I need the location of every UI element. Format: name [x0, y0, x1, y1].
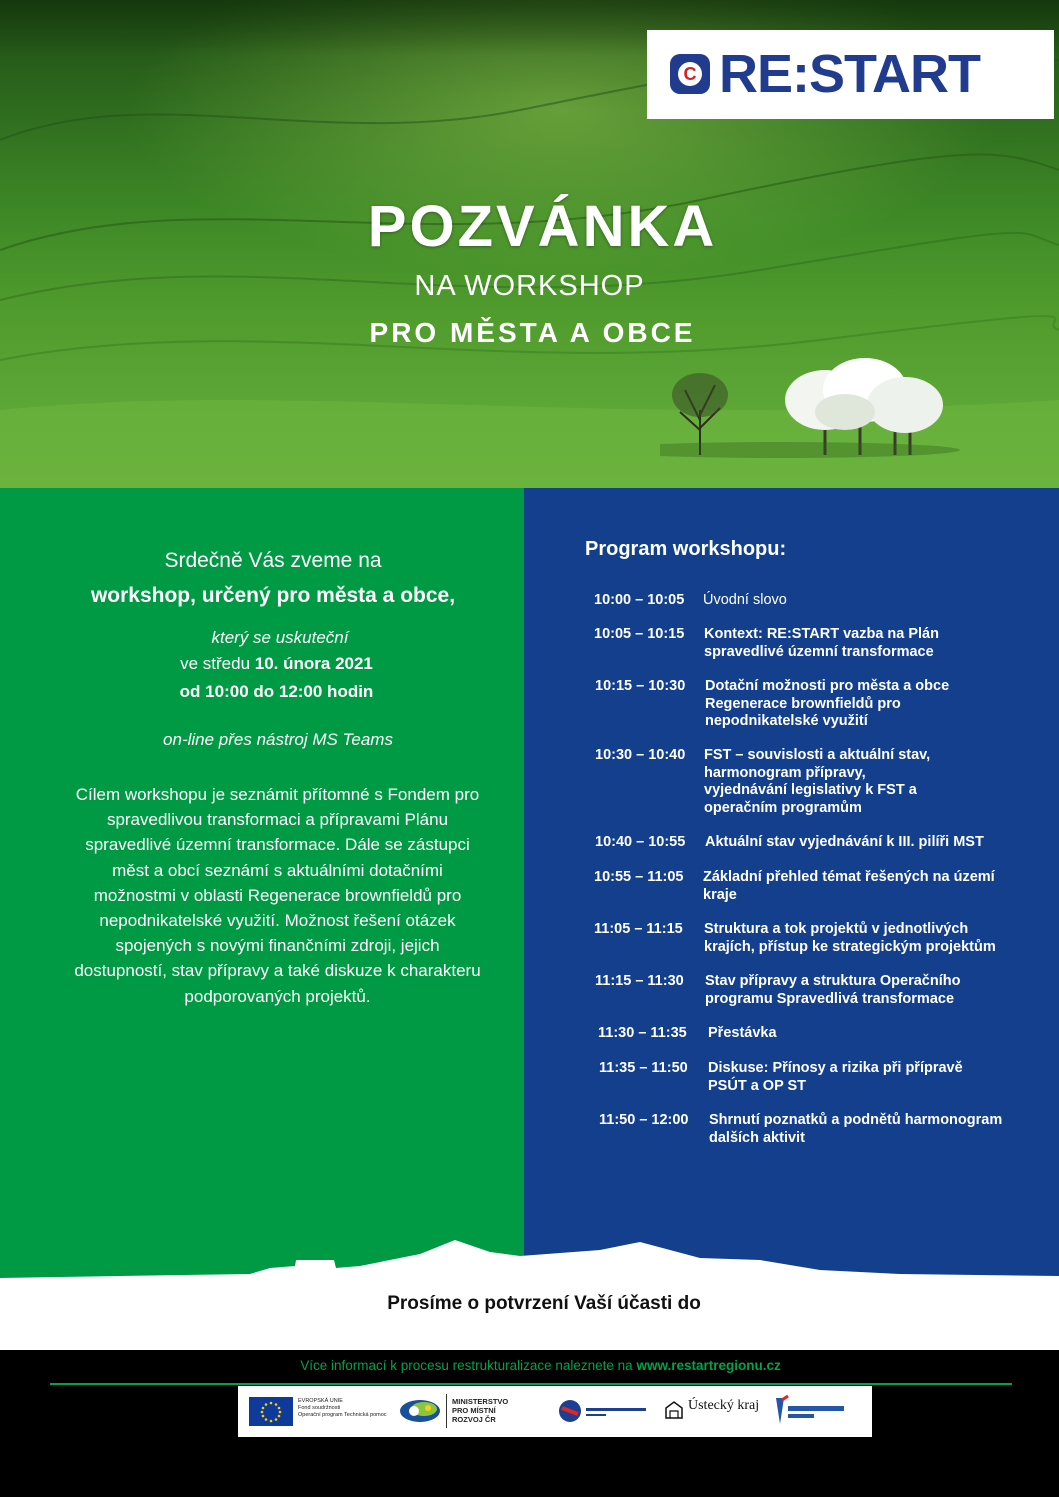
invitation-date-value: 10. února 2021 — [254, 654, 373, 673]
invitation-description: Cílem workshopu je seznámit přítomné s Fondem pro spravedlivou transformaci a přípravami Plánu spravedlivé územní transformace. Dále se zástupci měst a obcí seznámí s aktuálními dotačními možnostmi v oblasti Regenerace brownfieldů pro nepodnikatelské využití. Možnost řešení otázek spojených s novými finančními zdroji, jejich dostupností, stav přípravy a také diskuze k charakteru podporovaných projektů. — [74, 785, 481, 1006]
program-item-time: 10:15 – 10:30 — [595, 678, 686, 694]
moravskoslezsky-kraj-logo-icon — [556, 1396, 652, 1426]
footer — [0, 1350, 1059, 1497]
program-item-time: 11:05 – 11:15 — [594, 921, 683, 937]
partner-logos — [238, 1386, 872, 1437]
more-info-text — [0, 1358, 1059, 1373]
program-item-desc: FST – souvislosti a aktuální stav, harmonogram přípravy, vyjednávání legislativy k FST a operačním programům — [704, 747, 931, 816]
program-item-desc: Přestávka — [708, 1025, 777, 1041]
program-item — [594, 921, 996, 956]
invitation-headline: workshop, určený pro města a obce, — [90, 584, 456, 607]
karlovarsky-kraj-logo-icon — [770, 1394, 850, 1428]
program-item — [599, 1060, 963, 1095]
program-item-desc: Shrnutí poznatků a podnětů harmonogram dalších aktivit — [709, 1112, 1003, 1146]
ministry-logo-icon — [398, 1395, 442, 1425]
program-panel — [524, 488, 1059, 1278]
program-item — [595, 678, 949, 731]
invitation-panel — [0, 488, 524, 1278]
program-item-desc: Úvodní slovo — [703, 592, 787, 608]
program-item — [598, 1025, 777, 1043]
ministry-divider — [446, 1394, 447, 1428]
skyline-silhouette — [0, 1230, 1059, 1290]
ministry-text: MINISTERSTVO PRO MÍSTNÍ ROZVOJ ČR — [452, 1397, 509, 1424]
restart-logo-letter: C — [678, 62, 702, 86]
page-subtitle-target: PRO MĚSTA A OBCE — [369, 317, 696, 348]
restart-logo — [647, 30, 1054, 119]
program-item-time: 10:30 – 10:40 — [595, 747, 686, 763]
program-item-time: 11:50 – 12:00 — [599, 1112, 689, 1128]
program-item-desc: Aktuální stav vyjednávání k III. pilíři MST — [705, 834, 984, 850]
program-item-time: 10:05 – 10:15 — [594, 626, 685, 642]
program-item-time: 11:35 – 11:50 — [599, 1060, 688, 1076]
eu-flag-icon — [249, 1397, 293, 1426]
program-item — [595, 834, 984, 852]
program-item-time: 11:15 – 11:30 — [595, 973, 684, 989]
invitation-date — [0, 654, 553, 674]
invitation-platform: on-line přes nástroj MS Teams — [163, 730, 393, 749]
program-item-desc: Diskuse: Přínosy a rizika při přípravě PSÚT a OP ST — [708, 1060, 963, 1094]
program-item-desc: Dotační možnosti pro města a obce Regenerace brownfieldů pro nepodnikatelské využití — [705, 678, 950, 729]
program-item — [599, 1112, 1002, 1147]
program-title: Program workshopu: — [585, 538, 787, 560]
invitation-greeting: Srdečně Vás zveme na — [164, 549, 382, 572]
hero-banner — [0, 0, 1059, 488]
trees-illustration — [660, 350, 960, 460]
program-item-desc: Stav přípravy a struktura Operačního programu Spravedlivá transformace — [705, 973, 961, 1007]
restart-logo-text: RE:START — [719, 44, 980, 104]
program-item — [594, 626, 939, 661]
program-item-time: 10:00 – 10:05 — [594, 592, 685, 608]
program-item-time: 10:55 – 11:05 — [594, 869, 684, 885]
website-link[interactable]: www.restartregionu.cz — [636, 1358, 781, 1373]
ustecky-kraj-logo-text: Ústecký kraj — [688, 1398, 760, 1413]
invitation-note: který se uskuteční — [211, 628, 349, 647]
program-item-time: 11:30 – 11:35 — [598, 1025, 687, 1041]
program-item — [594, 869, 995, 904]
more-info-prefix: Více informací k procesu restrukturalizace naleznete na — [300, 1358, 637, 1373]
eu-fund-text: EVROPSKÁ UNIE Fond soudržnosti Operační program Technická pomoc — [298, 1398, 387, 1418]
program-item-desc: Základní přehled témat řešených na území kraje — [703, 869, 995, 903]
program-item-desc: Struktura a tok projektů v jednotlivých krajích, přístup ke strategickým projektům — [704, 921, 996, 955]
program-item — [595, 973, 960, 1008]
program-item — [595, 747, 930, 817]
footer-divider — [50, 1383, 1012, 1385]
invitation-time: od 10:00 do 12:00 hodin — [179, 682, 374, 701]
invitation-date-prefix: ve středu — [180, 654, 255, 673]
program-item — [594, 592, 787, 610]
ustecky-kraj-emblem-icon — [664, 1400, 684, 1420]
program-item-desc: Kontext: RE:START vazba na Plán spravedlivé územní transformace — [704, 626, 939, 660]
page-subtitle: NA WORKSHOP — [414, 270, 645, 302]
restart-logo-mark — [670, 54, 710, 94]
confirmation-text: Prosíme o potvrzení Vaší účasti do — [387, 1293, 701, 1314]
program-item-time: 10:40 – 10:55 — [595, 834, 686, 850]
page-title: POZVÁNKA — [367, 194, 718, 259]
